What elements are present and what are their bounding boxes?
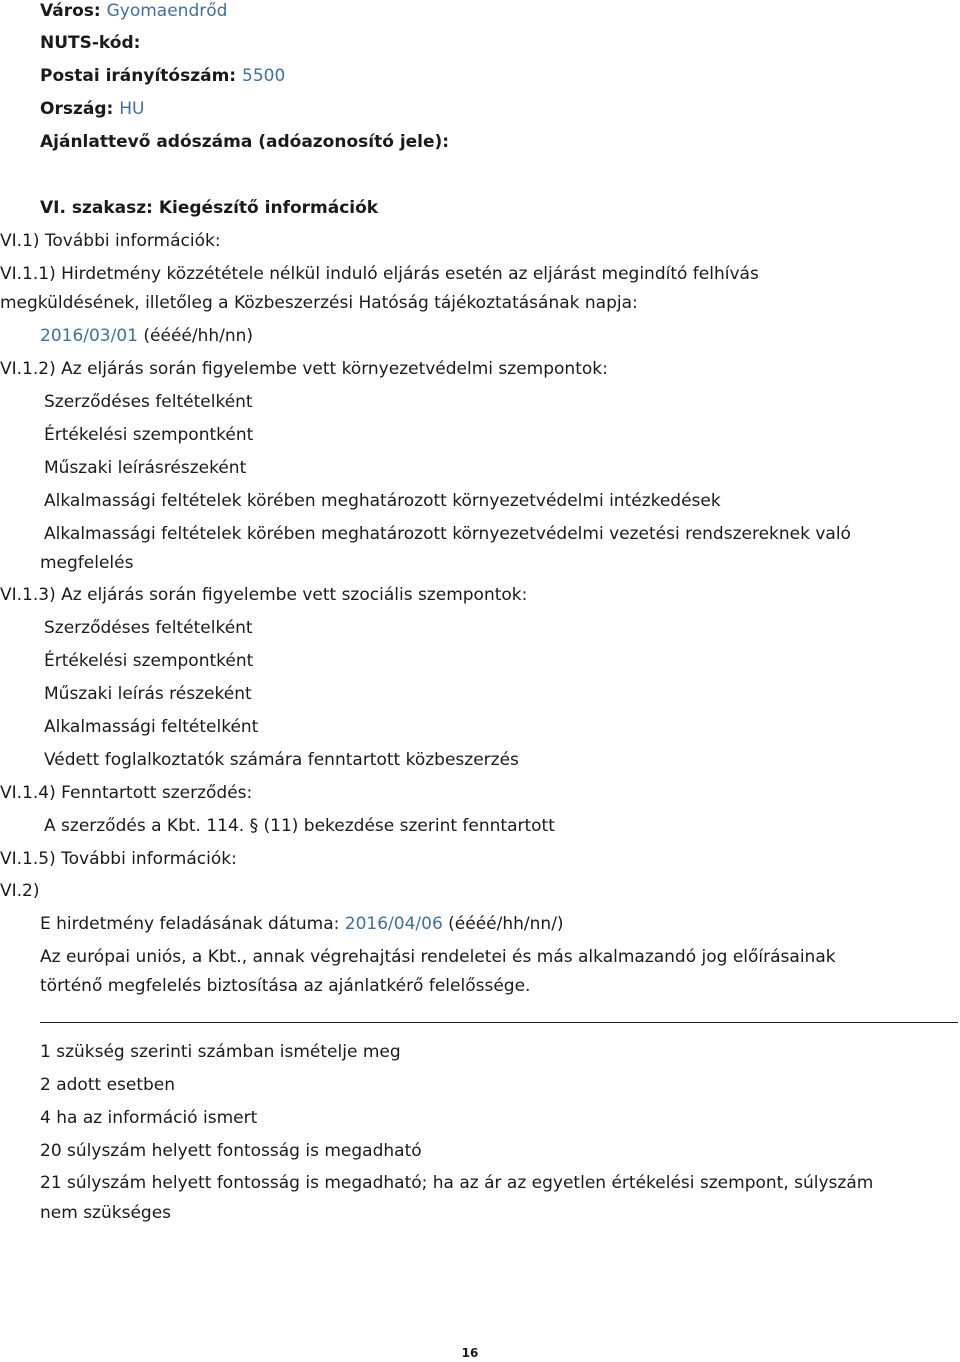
- vi12-item-cont: megfelelés: [40, 553, 134, 573]
- vi2-date-format: (éééé/hh/nn/): [448, 914, 564, 934]
- city-value: Gyomaendrőd: [106, 1, 228, 21]
- nuts-label: NUTS-kód:: [40, 33, 141, 53]
- country-label: Ország:: [40, 99, 114, 119]
- vi11-line2: megküldésének, illetőleg a Közbeszerzési Hatóság tájékoztatásának napja:: [0, 293, 638, 313]
- vi13-item: Műszaki leírás részeként: [44, 684, 252, 704]
- vi11-date-row: [40, 325, 253, 347]
- vi12-item: Alkalmassági feltételek körében meghatározott környezetvédelmi vezetési rendszereknek való: [44, 524, 851, 544]
- vi13-item: Értékelési szempontként: [44, 651, 254, 671]
- footnote: 2 adott esetben: [40, 1075, 176, 1095]
- vi12-item: Műszaki leírásrészeként: [44, 458, 247, 478]
- vi2-text-line2: történő megfelelés biztosítása az ajánlatkérő felelőssége.: [40, 976, 531, 996]
- vi15-heading: VI.1.5) További információk:: [0, 849, 237, 869]
- vi11-date: 2016/03/01: [40, 326, 138, 346]
- section-heading: VI. szakasz: Kiegészítő információk: [40, 198, 379, 218]
- country-row: [40, 98, 144, 120]
- vi13-heading: VI.1.3) Az eljárás során figyelembe vett szociális szempontok:: [0, 585, 528, 605]
- vi13-item: Védett foglalkoztatók számára fenntartott közbeszerzés: [44, 750, 519, 770]
- vi2-text-line1: Az európai uniós, a Kbt., annak végrehajtási rendeletei és más alkalmazandó jog előírásainak: [40, 947, 836, 967]
- vi13-item: Alkalmassági feltételként: [44, 717, 259, 737]
- vi14-heading: VI.1.4) Fenntartott szerződés:: [0, 783, 253, 803]
- vi1-heading: VI.1) További információk:: [0, 231, 221, 251]
- city-row: [40, 0, 227, 22]
- vi11-format: (éééé/hh/nn): [143, 326, 254, 346]
- country-value: HU: [119, 99, 145, 119]
- vi13-item: Szerződéses feltételként: [44, 618, 253, 638]
- vi12-item: Szerződéses feltételként: [44, 392, 253, 412]
- vi14-item: A szerződés a Kbt. 114. § (11) bekezdése szerint fenntartott: [44, 816, 555, 836]
- footnote: 4 ha az információ ismert: [40, 1108, 258, 1128]
- vi2-date-value: 2016/04/06: [344, 914, 443, 934]
- city-label: Város:: [40, 1, 101, 21]
- vi12-item: Értékelési szempontként: [44, 425, 254, 445]
- tax-label: Ajánlattevő adószáma (adóazonosító jele):: [40, 132, 450, 152]
- footnote: 20 súlyszám helyett fontosság is megadható: [40, 1141, 422, 1161]
- vi2-date-row: [40, 913, 564, 935]
- footnote-divider: [40, 1022, 958, 1023]
- vi12-item: Alkalmassági feltételek körében meghatározott környezetvédelmi intézkedések: [44, 491, 721, 511]
- vi11-line1: VI.1.1) Hirdetmény közzététele nélkül induló eljárás esetén az eljárást megindító felhívás: [0, 264, 759, 284]
- vi2-date-label: E hirdetmény feladásának dátuma:: [40, 914, 340, 934]
- vi12-heading: VI.1.2) Az eljárás során figyelembe vett környezetvédelmi szempontok:: [0, 359, 608, 379]
- postal-value: 5500: [242, 66, 286, 86]
- vi2-heading: VI.2): [0, 881, 40, 901]
- footnote: 21 súlyszám helyett fontosság is megadható; ha az ár az egyetlen értékelési szempont, súlyszám: [40, 1173, 874, 1193]
- postal-row: [40, 65, 285, 87]
- footnote: 1 szükség szerinti számban ismételje meg: [40, 1042, 401, 1062]
- footnote-cont: nem szükséges: [40, 1203, 172, 1223]
- page-number: 16: [461, 1346, 479, 1360]
- postal-label: Postai irányítószám:: [40, 66, 237, 86]
